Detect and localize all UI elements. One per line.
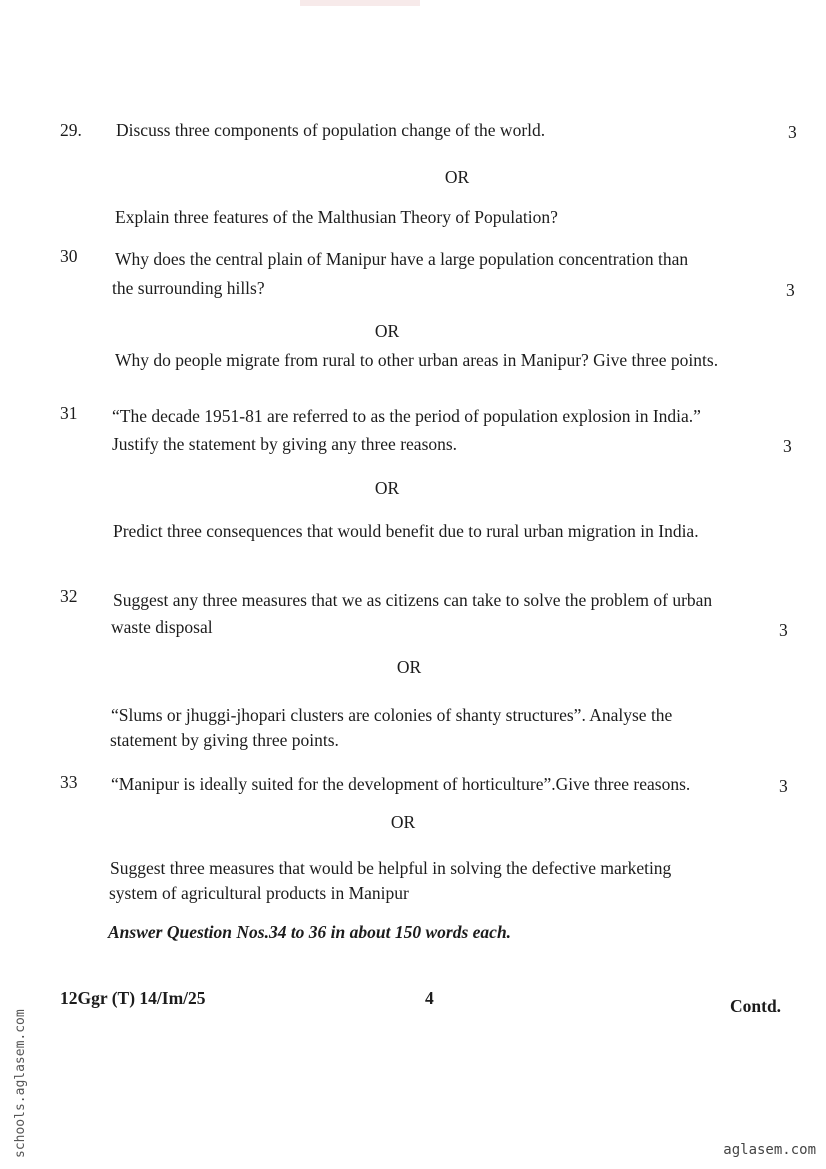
question-33-or: OR <box>390 812 416 832</box>
question-29-or: OR <box>444 167 470 187</box>
question-31-marks: 3 <box>783 436 792 456</box>
bottom-watermark: aglasem.com <box>723 1142 816 1158</box>
question-32-text-line1: Suggest any three measures that we as citizens can take to solve the problem of urban <box>113 590 713 610</box>
question-31-text-line2: Justify the statement by giving any three reasons. <box>112 434 458 454</box>
page-number: 4 <box>425 988 434 1008</box>
question-30-text-line2: the surrounding hills? <box>112 278 265 298</box>
section-instruction: Answer Question Nos.34 to 36 in about 150 words each. <box>108 922 512 942</box>
question-31-number: 31 <box>60 403 78 423</box>
question-29-text: Discuss three components of population change of the world. <box>116 120 546 140</box>
question-32-text-line2: waste disposal <box>111 617 213 637</box>
question-33-text: “Manipur is ideally suited for the development of horticulture”.Give three reasons. <box>111 774 691 794</box>
question-30-number: 30 <box>60 246 78 266</box>
question-30-alt-text: Why do people migrate from rural to other urban areas in Manipur? Give three points. <box>115 350 719 370</box>
question-29-marks: 3 <box>788 122 797 142</box>
question-33-marks: 3 <box>779 776 788 796</box>
question-32-alt-line2: statement by giving three points. <box>110 730 339 750</box>
question-30-or: OR <box>374 321 400 341</box>
question-32-number: 32 <box>60 586 78 606</box>
question-32-marks: 3 <box>779 620 788 640</box>
continued-label: Contd. <box>730 996 782 1016</box>
side-watermark: schools.aglasem.com <box>13 1009 28 1158</box>
question-31-or: OR <box>374 478 400 498</box>
question-33-number: 33 <box>60 772 78 792</box>
question-32-alt-line1: “Slums or jhuggi-jhopari clusters are colonies of shanty structures”. Analyse the <box>111 705 673 725</box>
question-29-number: 29. <box>60 120 82 140</box>
question-31-alt-text: Predict three consequences that would benefit due to rural urban migration in India. <box>113 521 699 541</box>
question-33-alt-line1: Suggest three measures that would be helpful in solving the defective marketing <box>110 858 672 878</box>
question-33-alt-line2: system of agricultural products in Manipur <box>109 883 409 903</box>
question-32-or: OR <box>396 657 422 677</box>
question-30-marks: 3 <box>786 280 795 300</box>
question-29-alt-text: Explain three features of the Malthusian Theory of Population? <box>115 207 558 227</box>
paper-code: 12Ggr (T) 14/Im/25 <box>60 988 206 1008</box>
question-30-text-line1: Why does the central plain of Manipur have a large population concentration than <box>115 249 689 269</box>
question-31-text-line1: “The decade 1951-81 are referred to as the period of population explosion in India.” <box>112 406 701 426</box>
scan-smudge <box>300 0 420 6</box>
